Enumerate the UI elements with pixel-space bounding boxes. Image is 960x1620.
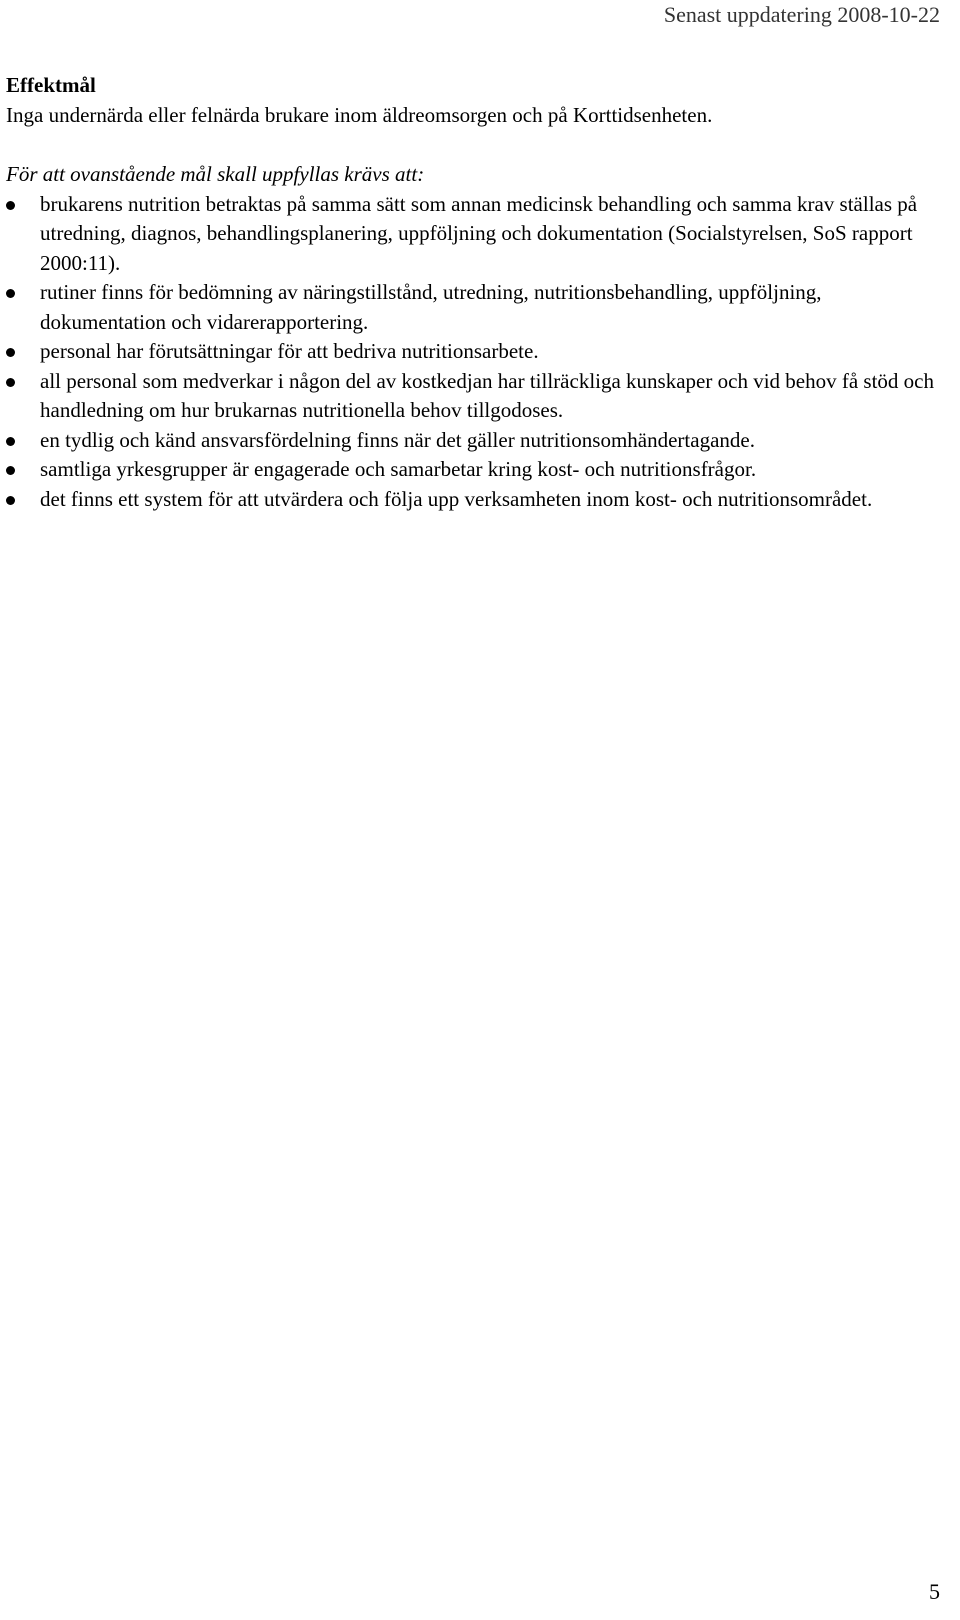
bullet-icon (6, 348, 15, 357)
bullet-icon (6, 437, 15, 446)
list-item (6, 337, 936, 367)
list-item-text: brukarens nutrition betraktas på samma sätt som annan medicinsk behandling och samma krav ställas på utredning, diagnos, behandlingsplanering, uppföljning och dokumentation (Socialstyrelsen, SoS rapport 2000:11). (40, 191, 918, 275)
page-number: 5 (929, 1579, 940, 1604)
requirements-list (6, 190, 936, 515)
list-item-text: all personal som medverkar i någon del av kostkedjan har tillräckliga kunskaper och vid behov få stöd och handledning om hur brukarnas nutritionella behov tillgodoses. (40, 368, 934, 422)
goal-statement: Inga undernärda eller felnärda brukare inom äldreomsorgen och på Korttidsenheten. (6, 102, 713, 127)
bullet-icon (6, 378, 15, 387)
list-item (6, 190, 936, 279)
requirements-intro: För att ovanstående mål skall uppfyllas krävs att: (6, 162, 425, 186)
last-updated-date: Senast uppdatering 2008-10-22 (663, 2, 940, 27)
list-item (6, 367, 936, 426)
list-item-text: personal har förutsättningar för att bedriva nutritionsarbete. (40, 339, 539, 363)
list-item-text: det finns ett system för att utvärdera och följa upp verksamheten inom kost- och nutritionsområdet. (40, 486, 873, 511)
document-body (6, 71, 936, 514)
bullet-icon (6, 496, 15, 505)
list-item (6, 278, 936, 337)
list-item-text: en tydlig och känd ansvarsfördelning finns när det gäller nutritionsomhändertagande. (40, 427, 755, 452)
bullet-icon (6, 466, 15, 475)
list-item (6, 485, 936, 515)
section-heading: Effektmål (6, 73, 96, 97)
bullet-icon (6, 201, 15, 210)
list-item (6, 455, 936, 485)
bullet-icon (6, 289, 15, 298)
paragraph-spacer (6, 130, 936, 160)
list-item-text: samtliga yrkesgrupper är engagerade och samarbetar kring kost- och nutritionsfrågor. (40, 457, 757, 481)
list-item-text: rutiner finns för bedömning av näringstillstånd, utredning, nutritionsbehandling, uppföljning, dokumentation och vidarerapportering. (40, 280, 822, 334)
list-item (6, 426, 936, 456)
